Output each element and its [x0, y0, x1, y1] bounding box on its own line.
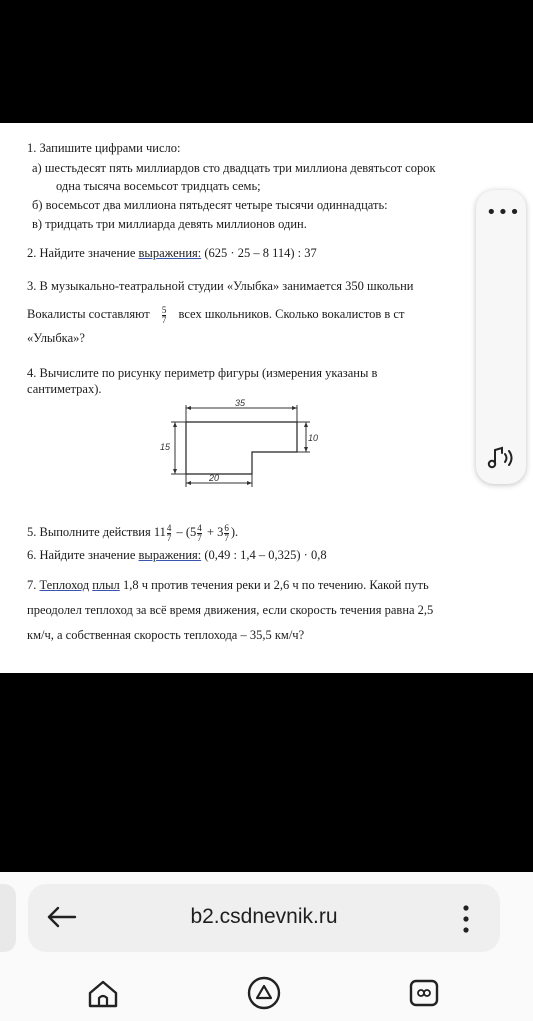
q1-a-line1: а) шестьдесят пять миллиардов сто двадцать три миллиона девятьсот сорок — [32, 161, 436, 175]
dim-right: 10 — [308, 433, 319, 443]
browser-bar — [0, 872, 533, 1021]
q4-line2: сантиметрах). — [27, 382, 102, 396]
document-page — [0, 123, 533, 673]
q2-link[interactable]: выражения: — [138, 246, 202, 260]
address-bar[interactable] — [28, 884, 500, 952]
more-vertical-icon[interactable]: ••• — [486, 202, 521, 223]
q7-link-2[interactable]: плыл — [92, 578, 120, 592]
recent-apps-icon[interactable] — [405, 974, 443, 1012]
q7-link-1[interactable]: Теплоход — [39, 578, 90, 592]
circle-icon[interactable] — [245, 974, 283, 1012]
floating-side-panel[interactable] — [476, 190, 526, 484]
q3-line1: 3. В музыкально-театральной студии «Улыбка» занимается 350 школьни — [27, 279, 414, 293]
kebab-menu-icon[interactable] — [456, 902, 476, 936]
q7-line1: 7. Теплоход плыл 1,8 ч против течения реки и 2,6 ч по течению. Какой путь — [27, 578, 429, 592]
q1-title: 1. Запишите цифрами число: — [27, 141, 181, 155]
home-icon[interactable] — [84, 974, 122, 1012]
q6-line: 6. Найдите значение выражения: (0,49 : 1,4 – 0,325) · 0,8 — [27, 548, 327, 562]
dim-left: 15 — [160, 442, 171, 452]
q3-line3: «Улыбка»? — [27, 331, 85, 345]
q3-line2: Вокалисты составляют $\frac{5}{7}$ всех школьников. Сколько вокалистов в ст — [27, 304, 405, 325]
q7-line2: преодолел теплоход за всё время движения, если скорость течения равна 2,5 — [27, 603, 434, 617]
q2-line: 2. Найдите значение выражения: (625 · 25 – 8 114) : 37 — [27, 246, 317, 260]
q7-line3: км/ч, а собственная скорость теплохода – 35,5 км/ч? — [27, 628, 305, 642]
url-text[interactable]: b2.csdnevnik.ru — [190, 905, 338, 928]
perimeter-figure — [160, 395, 325, 495]
q5-line: 5. Выполните действия 11 $\frac{4}{7}$ – (5 $\frac{4}{7}$ + 3 $\frac{6}{7}$ ). — [27, 522, 239, 543]
dim-top: 35 — [235, 398, 246, 408]
q3-fraction: $\frac{5}{7}$ — [161, 304, 167, 325]
q6-link[interactable]: выражения: — [138, 548, 202, 562]
audio-icon[interactable] — [485, 445, 517, 471]
tab-stub[interactable] — [0, 884, 16, 952]
q1-c: в) тридцать три миллиарда девять миллионов один. — [32, 217, 307, 231]
q1-a-line2: одна тысяча восемьсот тридцать семь; — [56, 179, 261, 193]
q1-b: б) восемьсот два миллиона пятьдесят четыре тысячи одиннадцать: — [32, 198, 388, 212]
dim-bottom: 20 — [209, 473, 220, 483]
q4-line1: 4. Вычислите по рисунку периметр фигуры (измерения указаны в — [27, 366, 378, 380]
